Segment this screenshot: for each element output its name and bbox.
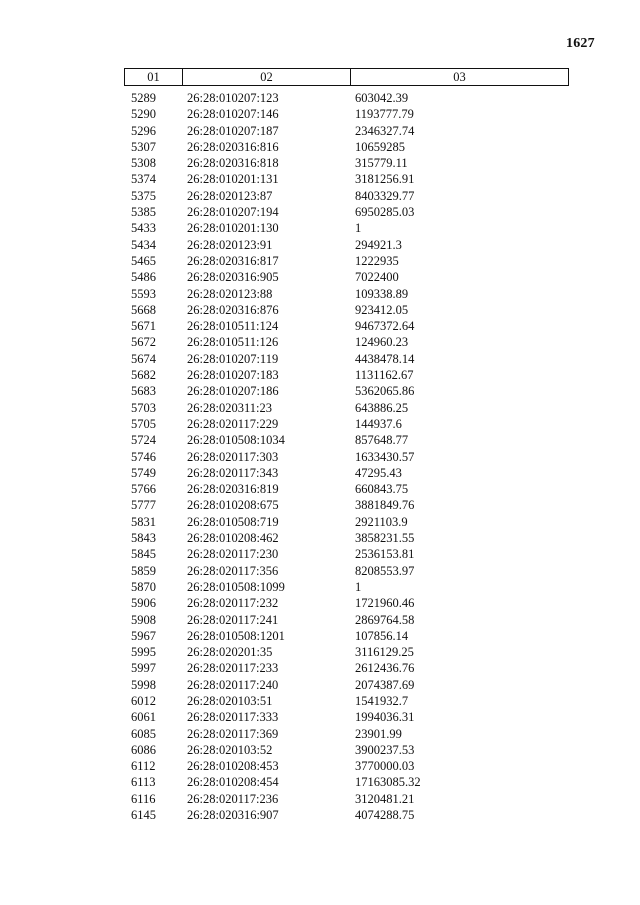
table-row xyxy=(0,367,640,383)
table-cell-col-3: 144937.6 xyxy=(355,416,402,431)
table-cell-col-3: 1 xyxy=(355,221,362,236)
table-cell-col-3: 124960.23 xyxy=(355,335,409,350)
table-cell-col-3: 3881849.76 xyxy=(355,498,415,513)
table-row xyxy=(0,204,640,220)
table-row xyxy=(0,188,640,204)
table-cell-col-3: 603042.39 xyxy=(355,91,409,105)
table-cell-col-2: 26:28:010207:123 xyxy=(187,91,279,105)
table-cell-col-1: 5593 xyxy=(131,286,156,301)
table-cell-col-3: 1994036.31 xyxy=(355,710,415,725)
table-row xyxy=(0,351,640,367)
table-cell-col-2: 26:28:020311:23 xyxy=(187,400,272,415)
table-cell-col-3: 3181256.91 xyxy=(355,172,415,187)
table-row xyxy=(0,139,640,155)
table-row xyxy=(0,481,640,497)
table-cell-col-1: 5290 xyxy=(131,107,156,122)
table-row xyxy=(0,709,640,725)
table-row xyxy=(0,612,640,628)
table-cell-col-3: 1721960.46 xyxy=(355,596,415,611)
table-cell-col-2: 26:28:010508:1201 xyxy=(187,628,285,643)
table-cell-col-3: 3858231.55 xyxy=(355,531,415,546)
table-row xyxy=(0,660,640,676)
table-cell-col-1: 5307 xyxy=(131,139,156,154)
table-row xyxy=(0,791,640,807)
table-row xyxy=(0,286,640,302)
table-row xyxy=(0,595,640,611)
table-row xyxy=(0,171,640,187)
table-cell-col-2: 26:28:020117:229 xyxy=(187,416,279,431)
table-cell-col-2: 26:28:020117:232 xyxy=(187,596,279,611)
table-cell-col-2: 26:28:020316:876 xyxy=(187,302,279,317)
table-cell-col-3: 1633430.57 xyxy=(355,449,415,464)
table-cell-col-2: 26:28:010207:146 xyxy=(187,107,279,122)
table-cell-col-1: 5375 xyxy=(131,188,156,203)
table-row xyxy=(0,383,640,399)
table-cell-col-3: 6950285.03 xyxy=(355,205,415,220)
table-cell-col-2: 26:28:010508:719 xyxy=(187,514,279,529)
table-cell-col-1: 5870 xyxy=(131,579,156,594)
table-cell-col-3: 8403329.77 xyxy=(355,188,415,203)
table-cell-col-2: 26:28:010207:186 xyxy=(187,384,279,399)
table-cell-col-2: 26:28:010508:1034 xyxy=(187,433,285,448)
table-cell-col-2: 26:28:010207:194 xyxy=(187,205,279,220)
table-cell-col-1: 5683 xyxy=(131,384,156,399)
table-cell-col-2: 26:28:020117:230 xyxy=(187,547,279,562)
table-cell-col-1: 5385 xyxy=(131,205,156,220)
table-cell-col-1: 5374 xyxy=(131,172,156,187)
table-cell-col-2: 26:28:020123:87 xyxy=(187,188,273,203)
table-cell-col-2: 26:28:020117:241 xyxy=(187,612,279,627)
table-cell-col-2: 26:28:010208:453 xyxy=(187,759,279,774)
table-row xyxy=(0,106,640,122)
table-cell-col-1: 5843 xyxy=(131,531,156,546)
table-row xyxy=(0,449,640,465)
table-row xyxy=(0,465,640,481)
table-row xyxy=(0,644,640,660)
table-cell-col-1: 5998 xyxy=(131,677,156,692)
table-cell-col-3: 2074387.69 xyxy=(355,677,415,692)
table-cell-col-3: 3900237.53 xyxy=(355,742,415,757)
table-cell-col-3: 923412.05 xyxy=(355,302,409,317)
table-row xyxy=(0,155,640,171)
table-cell-col-1: 5465 xyxy=(131,253,156,268)
table-cell-col-1: 5433 xyxy=(131,221,156,236)
table-cell-col-2: 26:28:010511:124 xyxy=(187,319,279,334)
table-row xyxy=(0,400,640,416)
table-cell-col-2: 26:28:020201:35 xyxy=(187,645,273,660)
table-cell-col-1: 6085 xyxy=(131,726,156,741)
table-cell-col-1: 6061 xyxy=(131,710,156,725)
table-cell-col-1: 5831 xyxy=(131,514,156,529)
table-cell-col-2: 26:28:010208:675 xyxy=(187,498,279,513)
table-cell-col-1: 5434 xyxy=(131,237,156,252)
table-row xyxy=(0,726,640,742)
table-cell-col-3: 2869764.58 xyxy=(355,612,415,627)
table-cell-col-1: 5749 xyxy=(131,465,156,480)
table-row xyxy=(0,677,640,693)
table-cell-col-1: 5997 xyxy=(131,661,156,676)
table-cell-col-3: 5362065.86 xyxy=(355,384,415,399)
table-cell-col-3: 109338.89 xyxy=(355,286,409,301)
table-cell-col-3: 107856.14 xyxy=(355,628,409,643)
table-cell-col-1: 6116 xyxy=(131,791,156,806)
table-row xyxy=(0,693,640,709)
table-cell-col-1: 5296 xyxy=(131,123,156,138)
table-cell-col-3: 1222935 xyxy=(355,253,399,268)
table-cell-col-1: 5703 xyxy=(131,400,156,415)
table-cell-col-2: 26:28:010207:119 xyxy=(187,351,279,366)
table-cell-col-3: 4438478.14 xyxy=(355,351,415,366)
table-cell-col-2: 26:28:020316:817 xyxy=(187,253,279,268)
table-cell-col-2: 26:28:020123:88 xyxy=(187,286,273,301)
table-row xyxy=(0,546,640,562)
table-cell-col-3: 2536153.81 xyxy=(355,547,415,562)
table-cell-col-1: 5705 xyxy=(131,416,156,431)
table-cell-col-3: 1131162.67 xyxy=(355,368,414,383)
table-cell-col-3: 3116129.25 xyxy=(355,645,414,660)
table-cell-col-3: 10659285 xyxy=(355,139,405,154)
table-cell-col-1: 5746 xyxy=(131,449,156,464)
table-cell-col-2: 26:28:020117:240 xyxy=(187,677,279,692)
table-row xyxy=(0,302,640,318)
table-row xyxy=(0,563,640,579)
table-cell-col-2: 26:28:010201:131 xyxy=(187,172,279,187)
table-cell-col-1: 6145 xyxy=(131,808,156,823)
table-cell-col-1: 5845 xyxy=(131,547,156,562)
table-cell-col-2: 26:28:020103:52 xyxy=(187,742,273,757)
table-row xyxy=(0,497,640,513)
table-cell-col-2: 26:28:020117:356 xyxy=(187,563,279,578)
table-cell-col-2: 26:28:020117:303 xyxy=(187,449,279,464)
table-cell-col-2: 26:28:020117:236 xyxy=(187,791,279,806)
table-cell-col-3: 4074288.75 xyxy=(355,808,415,823)
table-cell-col-2: 26:28:010511:126 xyxy=(187,335,279,350)
table-cell-col-1: 5724 xyxy=(131,433,156,448)
table-cell-col-2: 26:28:010208:454 xyxy=(187,775,279,790)
table-cell-col-2: 26:28:020103:51 xyxy=(187,693,273,708)
table-cell-col-1: 5967 xyxy=(131,628,156,643)
table-cell-col-2: 26:28:020316:907 xyxy=(187,808,279,823)
table-cell-col-3: 7022400 xyxy=(355,270,399,285)
table-cell-col-3: 2612436.76 xyxy=(355,661,415,676)
table-body xyxy=(0,90,640,823)
table-row xyxy=(0,514,640,530)
table-cell-col-1: 5906 xyxy=(131,596,156,611)
table-row xyxy=(0,758,640,774)
table-cell-col-1: 5908 xyxy=(131,612,156,627)
table-cell-col-3: 643886.25 xyxy=(355,400,409,415)
table-row xyxy=(0,774,640,790)
table-cell-col-3: 17163085.32 xyxy=(355,775,421,790)
table-row xyxy=(0,220,640,236)
table-row xyxy=(0,90,640,106)
table-cell-col-3: 8208553.97 xyxy=(355,563,415,578)
table-row xyxy=(0,237,640,253)
table-cell-col-3: 3770000.03 xyxy=(355,759,415,774)
header-col-1: 01 xyxy=(125,69,183,85)
table-cell-col-2: 26:28:020123:91 xyxy=(187,237,273,252)
table-cell-col-3: 9467372.64 xyxy=(355,319,415,334)
table-cell-col-1: 5859 xyxy=(131,563,156,578)
table-row xyxy=(0,123,640,139)
table-row xyxy=(0,253,640,269)
table-cell-col-2: 26:28:020316:905 xyxy=(187,270,279,285)
table-cell-col-2: 26:28:010207:183 xyxy=(187,368,279,383)
table-cell-col-3: 1 xyxy=(355,579,362,594)
table-row xyxy=(0,530,640,546)
table-header xyxy=(124,68,569,86)
table-cell-col-2: 26:28:020117:233 xyxy=(187,661,279,676)
table-cell-col-1: 5486 xyxy=(131,270,156,285)
table-cell-col-3: 660843.75 xyxy=(355,482,409,497)
table-cell-col-3: 1193777.79 xyxy=(355,107,414,122)
table-cell-col-1: 5682 xyxy=(131,368,156,383)
table-row xyxy=(0,579,640,595)
table-cell-col-1: 6112 xyxy=(131,759,156,774)
table-row xyxy=(0,269,640,285)
page-number: 1627 xyxy=(566,36,595,51)
header-col-2: 02 xyxy=(183,69,351,85)
table-row xyxy=(0,432,640,448)
table-cell-col-2: 26:28:020316:816 xyxy=(187,139,279,154)
table-row xyxy=(0,416,640,432)
table-row xyxy=(0,334,640,350)
table-cell-col-1: 6113 xyxy=(131,775,156,790)
table-cell-col-2: 26:28:020316:818 xyxy=(187,156,279,171)
table-cell-col-3: 3120481.21 xyxy=(355,791,415,806)
table-cell-col-2: 26:28:020316:819 xyxy=(187,482,279,497)
table-cell-col-1: 5674 xyxy=(131,351,156,366)
table-cell-col-2: 26:28:010201:130 xyxy=(187,221,279,236)
table-cell-col-1: 5995 xyxy=(131,645,156,660)
table-cell-col-1: 5777 xyxy=(131,498,156,513)
table-cell-col-1: 5289 xyxy=(131,91,156,105)
table-cell-col-3: 315779.11 xyxy=(355,156,408,171)
table-cell-col-3: 23901.99 xyxy=(355,726,402,741)
table-cell-col-2: 26:28:010207:187 xyxy=(187,123,279,138)
table-cell-col-3: 1541932.7 xyxy=(355,693,409,708)
table-cell-col-2: 26:28:010508:1099 xyxy=(187,579,285,594)
header-col-3: 03 xyxy=(453,70,466,84)
table-cell-col-1: 5668 xyxy=(131,302,156,317)
table-cell-col-3: 47295.43 xyxy=(355,465,402,480)
table-cell-col-3: 294921.3 xyxy=(355,237,402,252)
table-row xyxy=(0,807,640,823)
table-cell-col-1: 5671 xyxy=(131,319,156,334)
table-cell-col-1: 6086 xyxy=(131,742,156,757)
table-cell-col-1: 5766 xyxy=(131,482,156,497)
table-cell-col-2: 26:28:020117:369 xyxy=(187,726,279,741)
table-cell-col-2: 26:28:010208:462 xyxy=(187,531,279,546)
table-row xyxy=(0,628,640,644)
table-cell-col-1: 5308 xyxy=(131,156,156,171)
table-row xyxy=(0,318,640,334)
table-cell-col-2: 26:28:020117:333 xyxy=(187,710,279,725)
table-cell-col-2: 26:28:020117:343 xyxy=(187,465,279,480)
table-cell-col-3: 857648.77 xyxy=(355,433,409,448)
table-cell-col-3: 2921103.9 xyxy=(355,514,408,529)
table-cell-col-1: 6012 xyxy=(131,693,156,708)
table-cell-col-1: 5672 xyxy=(131,335,156,350)
table-cell-col-3: 2346327.74 xyxy=(355,123,415,138)
table-row xyxy=(0,742,640,758)
